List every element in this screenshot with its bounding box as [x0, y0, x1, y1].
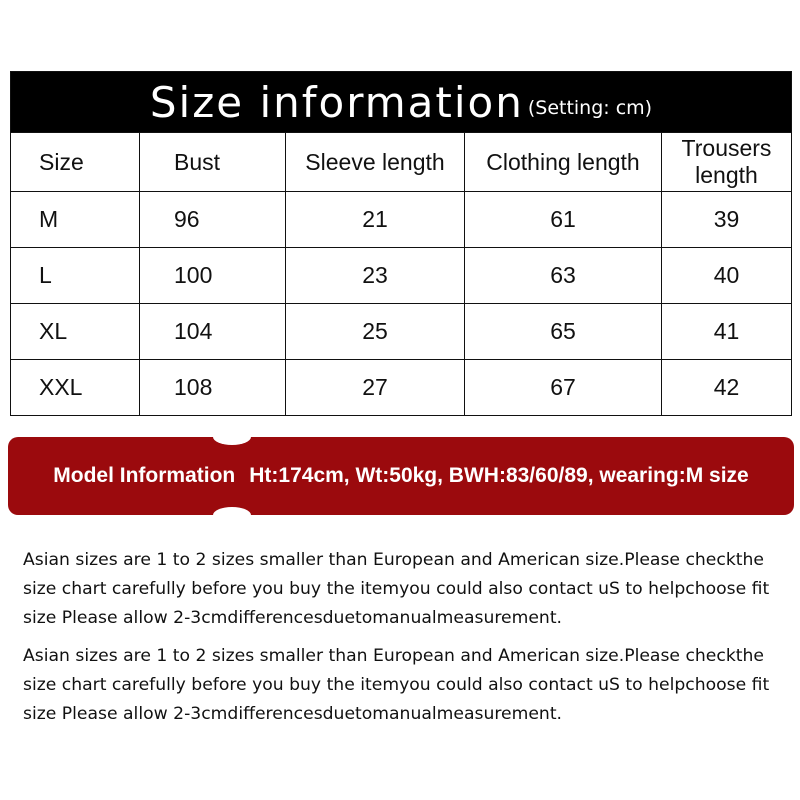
cell-clothing: 67 [465, 360, 662, 416]
cell-sleeve: 27 [286, 360, 465, 416]
size-information-card [10, 71, 792, 416]
column-header-sleeve: Sleeve length [286, 133, 465, 192]
cell-trousers: 42 [662, 360, 792, 416]
size-note-paragraph: Asian sizes are 1 to 2 sizes smaller than European and American size.Please checkthe size chart carefully before you buy the itemyou could also contact uS to helpchoose fit size Please allow 2-3cmdifferencesduetomanualmeasurement. [23, 646, 770, 724]
cell-clothing: 63 [465, 248, 662, 304]
cell-size: XXL [11, 360, 140, 416]
size-header [11, 72, 791, 133]
cell-sleeve: 23 [286, 248, 465, 304]
cell-size: L [11, 248, 140, 304]
cell-bust: 96 [140, 192, 286, 248]
size-title: Size information [149, 77, 524, 127]
cell-size: M [11, 192, 140, 248]
cell-clothing: 65 [465, 304, 662, 360]
column-header-size: Size [11, 133, 140, 192]
table-row [11, 248, 791, 304]
size-table [11, 133, 791, 415]
table-row [11, 192, 791, 248]
table-header-row [11, 133, 791, 192]
size-note-paragraph: Asian sizes are 1 to 2 sizes smaller than European and American size.Please checkthe size chart carefully before you buy the itemyou could also contact uS to helpchoose fit size Please allow 2-3cmdifferencesduetomanualmeasurement. [23, 550, 770, 628]
cell-clothing: 61 [465, 192, 662, 248]
column-header-clothing: Clothing length [465, 133, 662, 192]
size-notes [23, 546, 793, 738]
model-information-banner [8, 437, 794, 515]
column-header-bust: Bust [140, 133, 286, 192]
cell-size: XL [11, 304, 140, 360]
table-row [11, 360, 791, 416]
table-row [11, 304, 791, 360]
cell-bust: 100 [140, 248, 286, 304]
model-info-details: Ht:174cm, Wt:50kg, BWH:83/60/89, wearing:M size [249, 464, 749, 487]
cell-bust: 104 [140, 304, 286, 360]
size-unit-note: (Setting: cm) [527, 97, 653, 119]
banner-notch-bottom [213, 507, 251, 523]
model-info-label: Model Information [53, 464, 236, 487]
banner-notch-top [213, 429, 251, 445]
cell-trousers: 41 [662, 304, 792, 360]
cell-bust: 108 [140, 360, 286, 416]
cell-trousers: 40 [662, 248, 792, 304]
cell-sleeve: 21 [286, 192, 465, 248]
cell-sleeve: 25 [286, 304, 465, 360]
column-header-trousers: Trousers length [662, 133, 792, 192]
cell-trousers: 39 [662, 192, 792, 248]
